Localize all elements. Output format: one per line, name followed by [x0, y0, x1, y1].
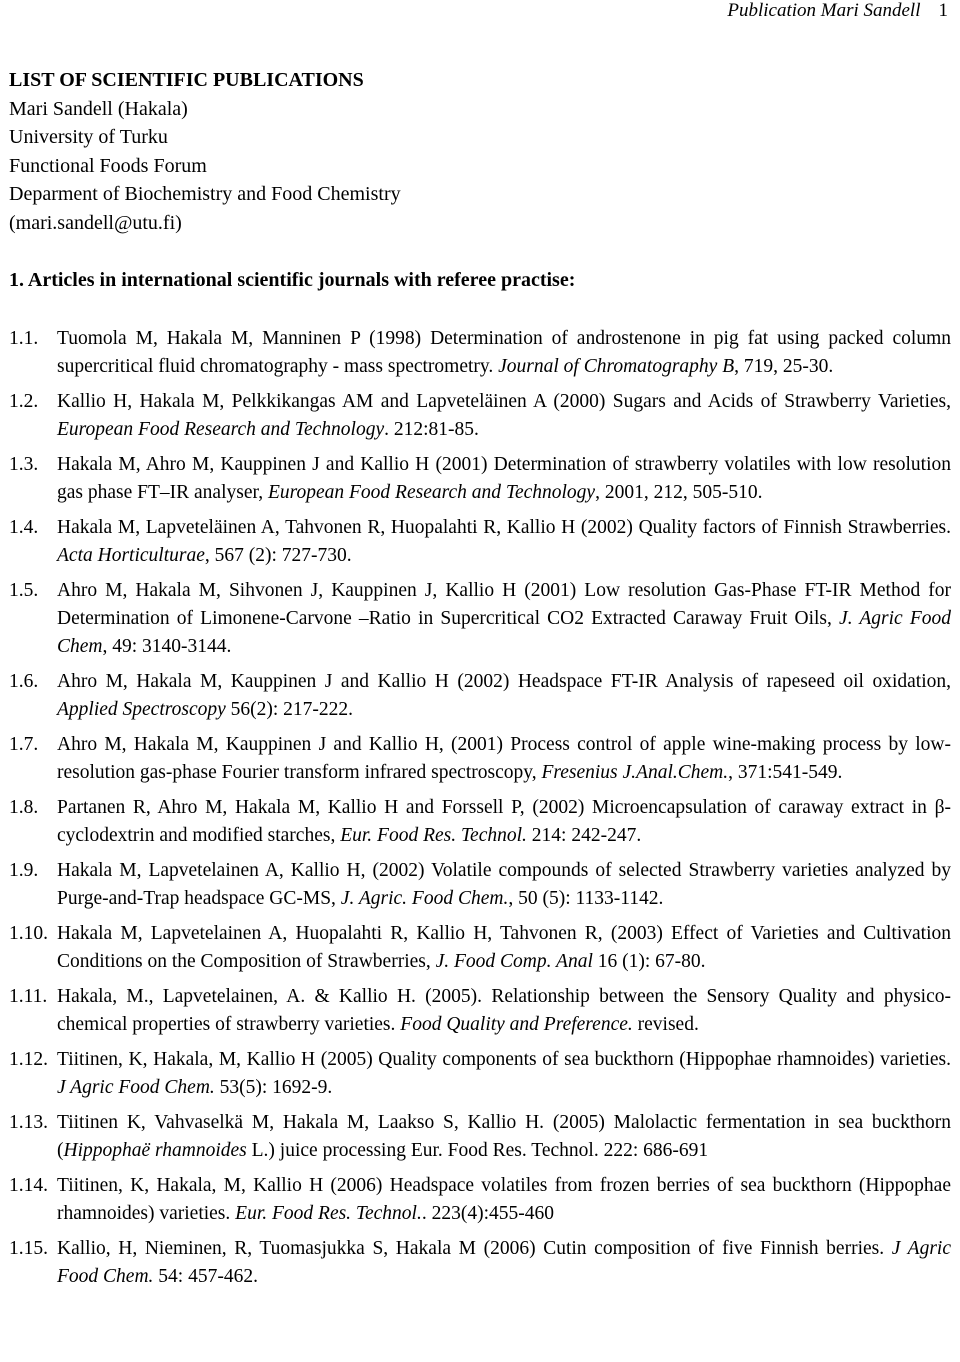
citation-volume-pages: , 50 (5): 1133-1142. — [508, 888, 664, 909]
citation-journal: Hippophaë rhamnoides — [63, 1140, 247, 1161]
publication-item — [9, 1109, 951, 1165]
publication-item — [9, 577, 951, 661]
citation-journal: Acta Horticulturae — [57, 545, 205, 566]
publication-citation — [57, 1235, 951, 1291]
running-header — [727, 0, 948, 22]
publication-citation — [57, 1046, 951, 1102]
citation-authors-title: Tuomola M, Hakala M, Manninen P (1998) Determination of androstenone in pig fat using packed column supercritical fluid chromatography - mass spectrometry. — [57, 328, 951, 377]
citation-journal: European Food Research and Technology — [267, 482, 596, 503]
publication-number: 1.5. — [9, 580, 39, 601]
citation-volume-pages: 16 (1): 67-80. — [592, 951, 706, 972]
department: Deparment of Biochemistry and Food Chemistry — [9, 183, 401, 205]
citation-journal: Food Quality and Preference. — [400, 1014, 633, 1035]
citation-authors-title: Ahro M, Hakala M, Sihvonen J, Kauppinen J, Kallio H (2001) Low resolution Gas-Phase FT-IR Method for Determination of Limonene-Carvone –Ratio in Supercritical CO2 Extracted Caraway Fruit Oils, — [57, 580, 951, 629]
publication-item — [9, 794, 951, 850]
citation-volume-pages: , 719, 25-30. — [734, 356, 834, 377]
citation-journal: Eur. Food Res. Technol. — [340, 825, 527, 846]
citation-volume-pages: L.) juice processing Eur. Food Res. Technol. 222: 686-691 — [246, 1140, 709, 1161]
citation-authors-title: Hakala M, Lapvetelainen A, Huopalahti R, Kallio H, Tahvonen R, (2003) Effect of Varieties and Cultivation Conditions on the Composition of Strawberries, — [57, 923, 951, 972]
citation-volume-pages: , 2001, 212, 505-510. — [595, 482, 763, 503]
publication-item — [9, 451, 951, 507]
citation-volume-pages: . 223(4):455-460 — [421, 1203, 555, 1224]
publication-citation — [57, 451, 951, 507]
publication-number: 1.3. — [9, 454, 39, 475]
citation-authors-title: Tiitinen, K, Hakala, M, Kallio H (2006) Headspace volatiles from frozen berries of sea buckthorn (Hippophae rhamnoides) varieties. — [57, 1175, 951, 1224]
publication-number: 1.14. — [9, 1175, 48, 1196]
citation-journal: Fresenius J.Anal.Chem. — [541, 762, 729, 783]
citation-authors-title: Hakala, M., Lapvetelainen, A. & Kallio H. (2005). Relationship between the Sensory Quality and physico-chemical properties of strawberry varieties. — [57, 986, 951, 1035]
publication-item — [9, 514, 951, 570]
email: (mari.sandell@utu.fi) — [9, 211, 182, 234]
citation-authors-title: Hakala M, Lapveteläinen A, Tahvonen R, Huopalahti R, Kallio H (2002) Quality factors of Finnish Strawberries. — [57, 517, 951, 538]
publication-item — [9, 983, 951, 1039]
publication-item — [9, 920, 951, 976]
citation-volume-pages: revised. — [632, 1014, 699, 1035]
citation-volume-pages: 56(2): 217-222. — [225, 699, 354, 720]
citation-volume-pages: , 371:541-549. — [728, 762, 843, 783]
citation-journal: Applied Spectroscopy — [57, 699, 226, 720]
publication-citation — [57, 1172, 951, 1228]
citation-journal: J Agric Food Chem. — [57, 1238, 951, 1287]
citation-journal: Eur. Food Res. Technol. — [235, 1203, 422, 1224]
publication-citation — [57, 514, 951, 570]
publication-number: 1.2. — [9, 391, 39, 412]
citation-volume-pages: . 212:81-85. — [384, 419, 479, 440]
author-name: Mari Sandell (Hakala) — [9, 97, 188, 120]
publication-citation — [57, 1109, 951, 1165]
publication-citation — [57, 325, 951, 381]
publication-number: 1.9. — [9, 860, 39, 881]
citation-journal: J. Food Comp. Anal — [435, 951, 593, 972]
publication-number: 1.6. — [9, 671, 39, 692]
university: University of Turku — [9, 126, 168, 148]
publication-item — [9, 731, 951, 787]
publication-item — [9, 1046, 951, 1102]
citation-journal: Journal of Chromatography B — [498, 356, 735, 377]
publication-citation — [57, 920, 951, 976]
publication-number: 1.11. — [9, 986, 48, 1007]
publication-citation — [57, 388, 951, 444]
citation-authors-title: Tiitinen K, Vahvaselkä M, Hakala M, Laakso S, Kallio H. (2005) Malolactic fermentation in sea buckthorn ( — [57, 1112, 951, 1161]
citation-authors-title: Ahro M, Hakala M, Kauppinen J and Kallio H, (2001) Process control of apple wine-making process by low-resolution gas-phase Fourier transform infrared spectroscopy, — [57, 734, 951, 783]
publication-citation — [57, 731, 951, 787]
citation-volume-pages: , 567 (2): 727-730. — [204, 545, 352, 566]
publication-citation — [57, 857, 951, 913]
publication-list — [9, 325, 951, 1298]
publication-number: 1.4. — [9, 517, 39, 538]
publication-citation — [57, 668, 951, 724]
page-number: 1 — [938, 0, 948, 21]
publication-number: 1.8. — [9, 797, 39, 818]
publication-number: 1.13. — [9, 1112, 48, 1133]
citation-authors-title: Hakala M, Lapvetelainen A, Kallio H, (2002) Volatile compounds of selected Strawberry varieties analyzed by Purge-and-Trap headspace GC-MS, — [57, 860, 951, 909]
publication-item — [9, 325, 951, 381]
publication-number: 1.10. — [9, 923, 48, 944]
citation-journal: J. Agric. Food Chem. — [340, 888, 509, 909]
author-block — [9, 66, 939, 237]
citation-journal: European Food Research and Technology — [57, 419, 385, 440]
publication-item — [9, 1235, 951, 1291]
citation-volume-pages: 54: 457-462. — [153, 1266, 258, 1287]
citation-authors-title: Partanen R, Ahro M, Hakala M, Kallio H and Forssell P, (2002) Microencapsulation of caraway extract in β-cyclodextrin and modified starches, — [57, 797, 951, 846]
citation-volume-pages: 214: 242-247. — [526, 825, 642, 846]
citation-volume-pages: , 49: 3140-3144. — [102, 636, 232, 657]
publication-number: 1.15. — [9, 1238, 48, 1259]
citation-authors-title: Hakala M, Ahro M, Kauppinen J and Kallio H (2001) Determination of strawberry volatiles with low resolution gas phase FT–IR analyser, — [57, 454, 951, 503]
section-heading: 1. Articles in international scientific journals with referee practise: — [9, 269, 576, 291]
citation-authors-title: Kallio, H, Nieminen, R, Tuomasjukka S, Hakala M (2006) Cutin composition of five Finnish berries. — [57, 1238, 892, 1259]
publication-citation — [57, 794, 951, 850]
citation-journal: J. Agric Food Chem — [57, 608, 952, 657]
publication-number: 1.1. — [9, 328, 39, 349]
citation-volume-pages: 53(5): 1692-9. — [214, 1077, 333, 1098]
department-forum: Functional Foods Forum — [9, 154, 207, 177]
publication-number: 1.7. — [9, 734, 39, 755]
publication-item — [9, 668, 951, 724]
publication-citation — [57, 577, 951, 661]
publication-item — [9, 388, 951, 444]
publication-item — [9, 1172, 951, 1228]
citation-authors-title: Tiitinen, K, Hakala, M, Kallio H (2005) Quality components of sea buckthorn (Hippophae rhamnoides) varieties. — [57, 1049, 951, 1070]
publication-citation — [57, 983, 951, 1039]
running-title: Publication Mari Sandell — [727, 0, 921, 21]
citation-authors-title: Kallio H, Hakala M, Pelkkikangas AM and Lapveteläinen A (2000) Sugars and Acids of Strawberry Varieties, — [57, 391, 951, 412]
publication-item — [9, 857, 951, 913]
document-title: LIST OF SCIENTIFIC PUBLICATIONS — [9, 69, 364, 91]
citation-authors-title: Ahro M, Hakala M, Kauppinen J and Kallio H (2002) Headspace FT-IR Analysis of rapeseed oil oxidation, — [57, 671, 951, 692]
publication-number: 1.12. — [9, 1049, 48, 1070]
citation-journal: J Agric Food Chem. — [57, 1077, 215, 1098]
